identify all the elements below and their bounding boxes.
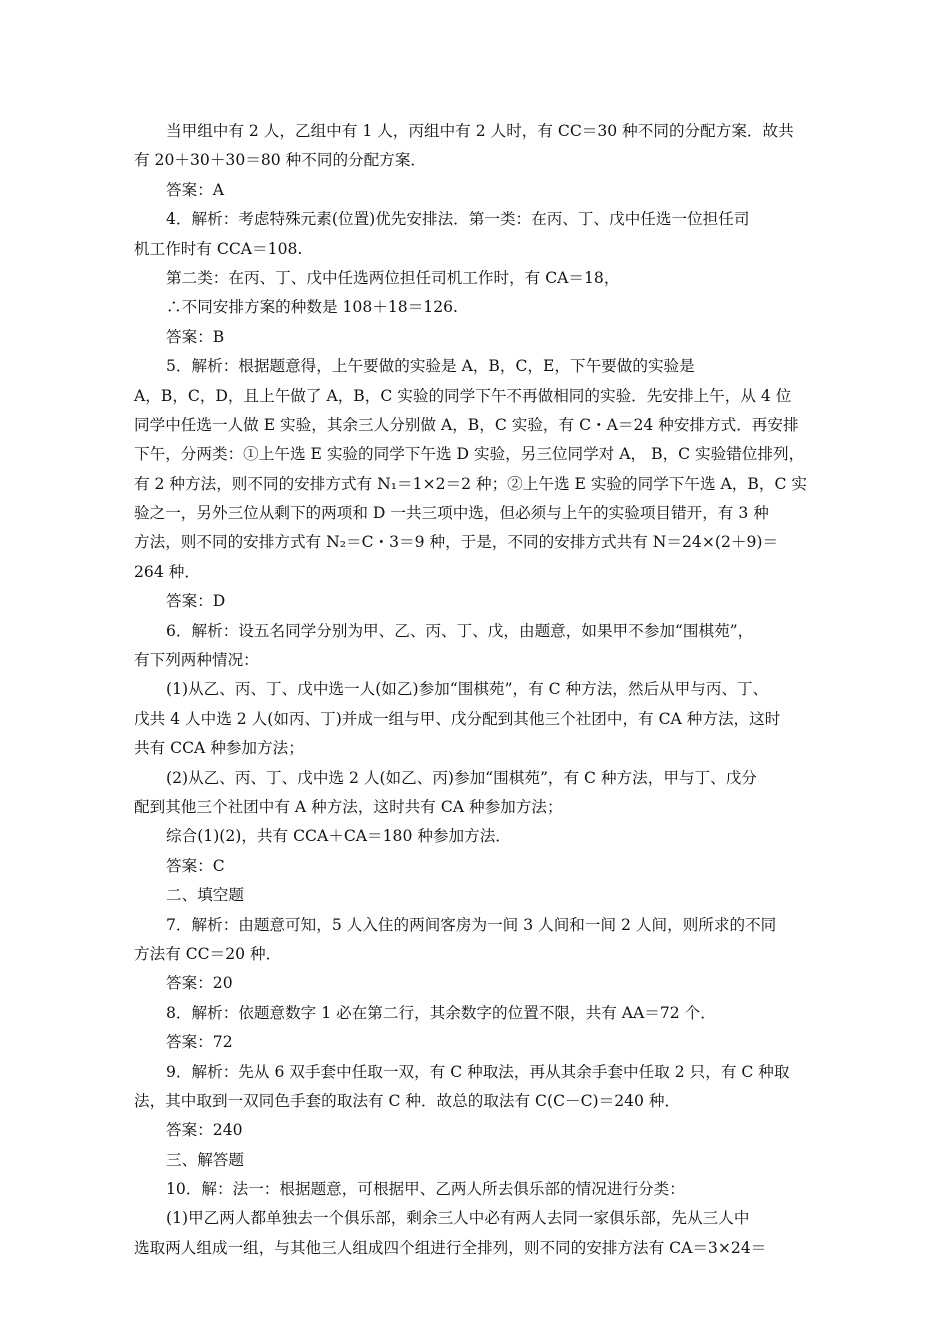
text-line: 有 2 种方法，则不同的安排方式有 N₁＝1×2＝2 种；②上午选 E 实验的同学下午选 A，B，C 实: [134, 474, 807, 493]
text-line: (1)甲乙两人都单独去一个俱乐部，剩余三人中必有两人去同一家俱乐部，先从三人中: [166, 1209, 750, 1228]
text-line: 验之一，另外三位从剩下的两项和 D 一共三项中选，但必须与上午的实验项目错开，有 3 种: [134, 504, 769, 523]
text-line: 下午，分两类：①上午选 E 实验的同学下午选 D 实验，另三位同学对 A， B，C 实验错位排列，: [134, 445, 805, 464]
text-line: 有 20＋30＋30＝80 种不同的分配方案．: [134, 151, 427, 170]
text-line: 答案：C: [166, 856, 225, 875]
text-line: (2)从乙、丙、丁、戊中选 2 人(如乙、丙)参加“围棋苑”，有 C 种方法，甲与丁、戊分: [166, 768, 757, 787]
text-line: 答案：A: [166, 180, 225, 199]
text-line: 方法有 CC＝20 种．: [134, 944, 282, 963]
text-line: 法，其中取到一双同色手套的取法有 C 种．故总的取法有 C(C－C)＝240 种．: [134, 1091, 681, 1110]
text-line: 二、填空题: [166, 886, 244, 905]
text-line: 264 种．: [134, 562, 200, 581]
text-line: 7．解析：由题意可知，5 人入住的两间客房为一间 3 人间和一间 2 人间，则所求的不同: [166, 915, 777, 934]
text-line: 8．解析：依题意数字 1 必在第二行，其余数字的位置不限，共有 AA＝72 个．: [166, 1003, 716, 1022]
text-line: 有下列两种情况：: [134, 651, 259, 670]
text-line: 答案：20: [166, 974, 233, 993]
text-line: 综合(1)(2)，共有 CCA＋CA＝180 种参加方法．: [166, 827, 511, 846]
text-line: 当甲组中有 2 人，乙组中有 1 人，丙组中有 2 人时，有 CC＝30 种不同的分配方案．故共: [166, 122, 794, 140]
text-line: (1)从乙、丙、丁、戊中选一人(如乙)参加“围棋苑”，有 C 种方法，然后从甲与丙、丁、: [166, 680, 769, 699]
text-line: 5．解析：根据题意得，上午要做的实验是 A，B，C，E，下午要做的实验是: [166, 357, 695, 376]
text-line: 配到其他三个社团中有 A 种方法，这时共有 CA 种参加方法；: [134, 797, 563, 816]
text-line: 答案：72: [166, 1033, 233, 1052]
text-line: 选取两人组成一组，与其他三人组成四个组进行全排列，则不同的安排方法有 CA＝3×24＝: [134, 1238, 767, 1257]
text-line: 答案：B: [166, 327, 225, 346]
text-line: 9．解析：先从 6 双手套中任取一双，有 C 种取法，再从其余手套中任取 2 只，有 C 种取: [166, 1062, 790, 1081]
text-line: 同学中任选一人做 E 实验，其余三人分别做 A，B，C 实验，有 C・A＝24 种安排方式．再安排: [134, 415, 799, 434]
text-line: 答案：D: [166, 592, 226, 611]
text-line: ∴不同安排方案的种数是 108＋18＝126.: [166, 298, 459, 317]
text-line: 4．解析：考虑特殊元素(位置)优先安排法．第一类：在丙、丁、戊中任选一位担任司: [166, 210, 750, 229]
text-line: A，B，C，D，且上午做了 A，B，C 实验的同学下午不再做相同的实验．先安排上午，从 4 位: [134, 386, 792, 405]
text-line: 10．解：法一：根据题意，可根据甲、乙两人所去俱乐部的情况进行分类：: [166, 1180, 685, 1199]
text-line: 三、解答题: [166, 1150, 244, 1169]
document-body: [134, 117, 826, 1263]
text-line: 答案：240: [166, 1121, 243, 1140]
text-line: 6．解析：设五名同学分别为甲、乙、丙、丁、戊，由题意，如果甲不参加“围棋苑”，: [166, 621, 754, 640]
text-line: 方法，则不同的安排方式有 N₂＝C・3＝9 种，于是，不同的安排方式共有 N＝24×(2＋9)＝: [134, 533, 779, 552]
text-line: 戊共 4 人中选 2 人(如丙、丁)并成一组与甲、戊分配到其他三个社团中，有 CA 种方法，这时: [134, 709, 781, 728]
text-line: 第二类：在丙、丁、戊中任选两位担任司机工作时，有 CA＝18，: [166, 268, 620, 287]
text-line: 共有 CCA 种参加方法；: [134, 739, 304, 758]
text-line: 机工作时有 CCA＝108.: [134, 239, 303, 258]
